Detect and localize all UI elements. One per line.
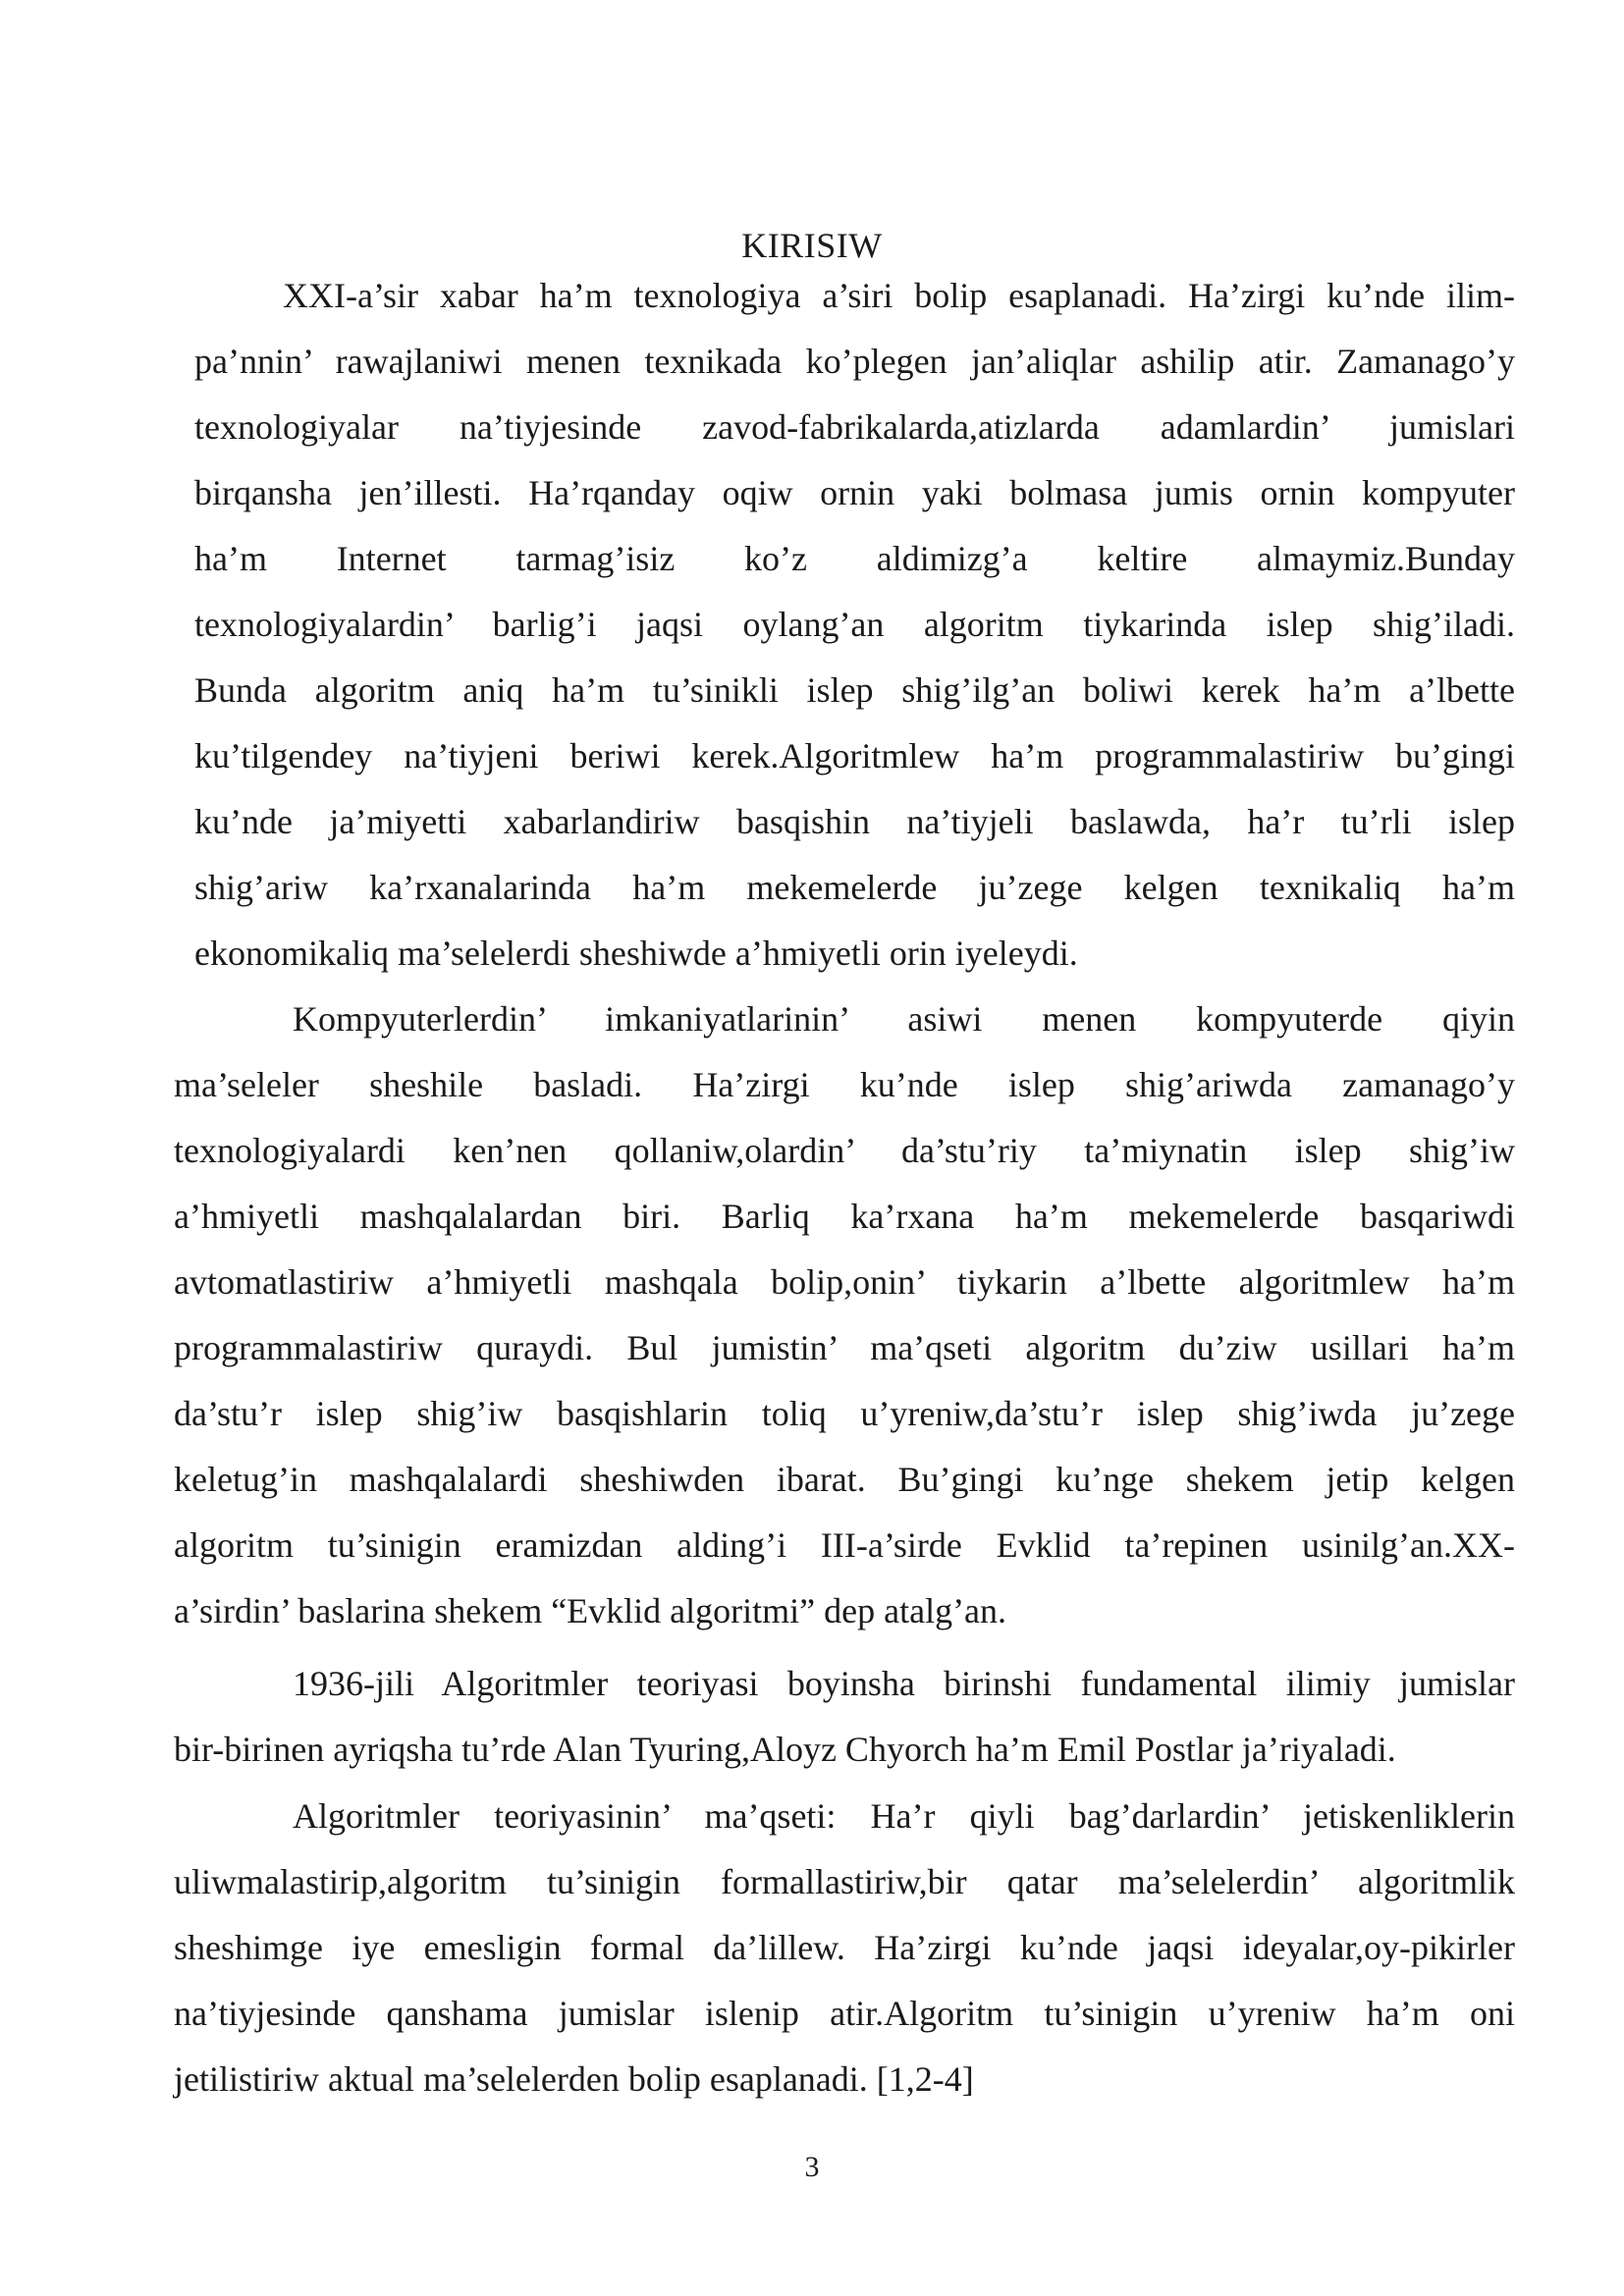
text-line: na’tiyjesinde qanshama jumislar islenip atir.Algoritm tu’sinigin u’yreniw ha’m oni (174, 1994, 1515, 2033)
text-line: bir-birinen ayriqsha tu’rde Alan Tyuring,Aloyz Chyorch ha’m Emil Postlar ja’riyaladi. (174, 1730, 1396, 1769)
text-line: texnologiyalardi ken’nen qollaniw,olardin’ da’stu’riy ta’miynatin islep shig’iw (174, 1131, 1515, 1170)
paragraph-2 (0, 994, 1624, 1662)
text-line: da’stu’r islep shig’iw basqishlarin toliq u’yreniw,da’stu’r islep shig’iwda ju’zege (174, 1394, 1515, 1433)
text-line: sheshimge iye emesligin formal da’lillew. Ha’zirgi ku’nde jaqsi ideyalar,oy-pikirler (174, 1928, 1515, 1967)
text-line: algoritm tu’sinigin eramizdan alding’i III-a’sirde Evklid ta’repinen usinilg’an.XX- (174, 1525, 1515, 1565)
text-line: uliwmalastirip,algoritm tu’sinigin formallastiriw,bir qatar ma’selelerdin’ algoritmlik (174, 1862, 1515, 1901)
text-line: ku’tilgendey na’tiyjeni beriwi kerek.Algoritmlew ha’m programmalastiriw bu’gingi (194, 736, 1515, 775)
text-line: Bunda algoritm aniq ha’m tu’sinikli islep shig’ilg’an boliwi kerek ha’m a’lbette (194, 670, 1515, 710)
page-number: 3 (804, 2151, 820, 2183)
text-line: Algoritmler teoriyasinin’ ma’qseti: Ha’r qiyli bag’darlardin’ jetiskenliklerin (293, 1796, 1515, 1836)
text-line: texnologiyalar na’tiyjesinde zavod-fabrikalarda,atizlarda adamlardin’ jumislari (194, 407, 1515, 447)
text-line: pa’nnin’ rawajlaniwi menen texnikada ko’plegen jan’aliqlar ashilip atir. Zamanago’y (194, 342, 1515, 381)
paragraph-1 (0, 271, 1624, 973)
text-line: shig’ariw ka’rxanalarinda ha’m mekemelerde ju’zege kelgen texnikaliq ha’m (194, 868, 1515, 907)
text-line: keletug’in mashqalalardi sheshiwden ibarat. Bu’gingi ku’nge shekem jetip kelgen (174, 1460, 1515, 1499)
text-line: texnologiyalardin’ barlig’i jaqsi oylang’an algoritm tiykarinda islep shig’iladi. (194, 605, 1515, 644)
page-title: KIRISIW (741, 226, 883, 265)
text-line: 1936-jili Algoritmler teoriyasi boyinsha birinshi fundamental ilimiy jumislar (293, 1664, 1515, 1703)
text-line: a’hmiyetli mashqalalardan biri. Barliq ka’rxana ha’m mekemelerde basqariwdi (174, 1197, 1515, 1236)
text-line: ekonomikaliq ma’selelerdi sheshiwde a’hmiyetli orin iyeleydi. (194, 934, 1078, 973)
text-line: birqansha jen’illesti. Ha’rqanday oqiw ornin yaki bolmasa jumis ornin kompyuter (194, 473, 1515, 512)
paragraph-4 (0, 1791, 1624, 2125)
text-line: Kompyuterlerdin’ imkaniyatlarinin’ asiwi menen kompyuterde qiyin (293, 999, 1515, 1039)
text-line: ma’seleler sheshile basladi. Ha’zirgi ku’nde islep shig’ariwda zamanago’y (174, 1065, 1515, 1104)
text-line: jetilistiriw aktual ma’selelerden bolip esaplanadi. [1,2-4] (174, 2059, 974, 2099)
paragraph-3 (0, 1659, 1624, 1777)
text-line: avtomatlastiriw a’hmiyetli mashqala bolip,onin’ tiykarin a’lbette algoritmlew ha’m (174, 1262, 1515, 1302)
text-line: ku’nde ja’miyetti xabarlandiriw basqishin na’tiyjeli baslawda, ha’r tu’rli islep (194, 802, 1515, 841)
text-line: XXI-a’sir xabar ha’m texnologiya a’siri bolip esaplanadi. Ha’zirgi ku’nde ilim- (283, 276, 1515, 315)
text-line: programmalastiriw quraydi. Bul jumistin’ ma’qseti algoritm du’ziw usillari ha’m (174, 1328, 1515, 1367)
text-line: a’sirdin’ baslarina shekem “Evklid algoritmi” dep atalg’an. (174, 1591, 1007, 1630)
text-line: ha’m Internet tarmag’isiz ko’z aldimizg’a keltire almaymiz.Bunday (194, 539, 1515, 578)
